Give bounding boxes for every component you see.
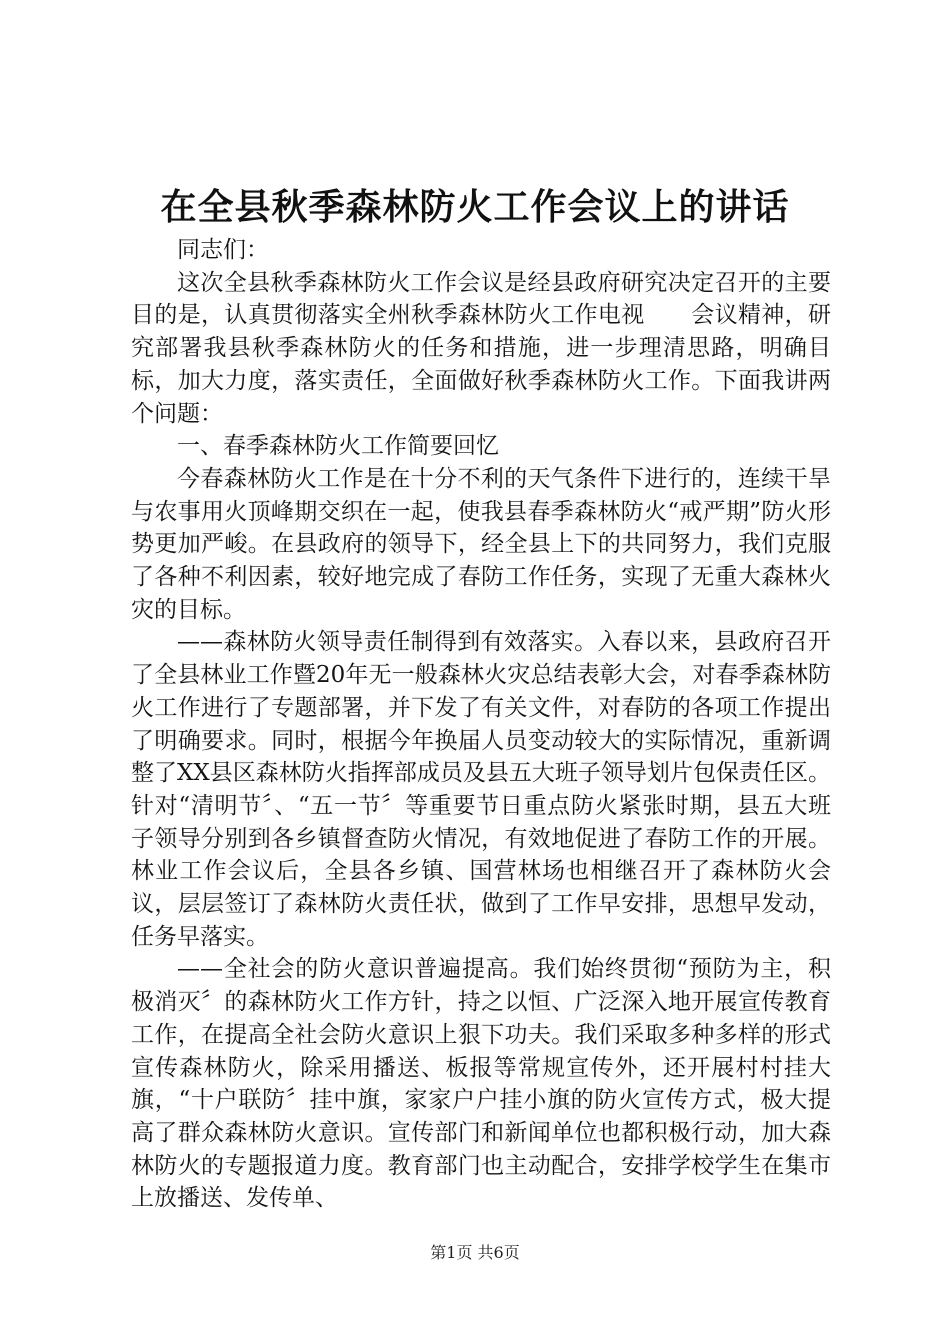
salutation: 同志们： xyxy=(177,237,269,263)
document-body xyxy=(131,234,831,1215)
page-number: 第1页 共6页 xyxy=(430,1243,520,1262)
paragraph: 今春森林防火工作是在十分不利的天气条件下进行的，连续干旱与农事用火顶峰期交织在一起，使我县春季森林防火“戒严期”防火形势更加严峻。在县政府的领导下，经全县上下的共同努力，我们克服了各种不利因素，较好地完成了春防工作任务，实现了无重大森林火灾的目标。 xyxy=(131,465,831,623)
section-heading: 一、春季森林防火工作简要回忆 xyxy=(177,433,499,460)
paragraph: ——森林防火领导责任制得到有效落实。入春以来，县政府召开了全县林业工作暨20年无一般森林火灾总结表彰大会，对春季森林防火工作进行了专题部署，并下发了有关文件，对春防的各项工作提出了明确要求。同时，根据今年换届人员变动较大的实际情况，重新调整了XX县区森林防火指挥部成员及县五大班子领导划片包保责任区。针对“清明节〞、“五一节〞等重要节日重点防火紧张时期，县五大班子领导分别到各乡镇督查防火情况，有效地促进了春防工作的开展。林业工作会议后，全县各乡镇、国营林场也相继召开了森林防火会议，层层签订了森林防火责任状，做到了工作早安排，思想早发动，任务早落实。 xyxy=(131,629,831,950)
paragraph: ——全社会的防火意识普遍提高。我们始终贯彻“预防为主，积极消灭〞的森林防火工作方针，持之以恒、广泛深入地开展宣传教育工作，在提高全社会防火意识上狠下功夫。我们采取多种多样的形式宣传森林防火，除采用播送、板报等常规宣传外，还开展村村挂大旗，“十户联防〞挂中旗，家家户户挂小旗的防火宣传方式，极大提高了群众森林防火意识。宣传部门和新闻单位也都积极行动，加大森林防火的专题报道力度。教育部门也主动配合，安排学校学生在集市上放播送、发传单、 xyxy=(131,956,831,1212)
paragraph: 这次全县秋季森林防火工作会议是经县政府研究决定召开的主要目的是，认真贯彻落实全州秋季森林防火工作电视 会议精神，研究部署我县秋季森林防火的任务和措施，进一步理清思路，明确目标，加大力度，落实责任，全面做好秋季森林防火工作。下面我讲两个问题： xyxy=(131,269,831,427)
document-title: 在全县秋季森林防火工作会议上的讲话 xyxy=(160,187,790,228)
